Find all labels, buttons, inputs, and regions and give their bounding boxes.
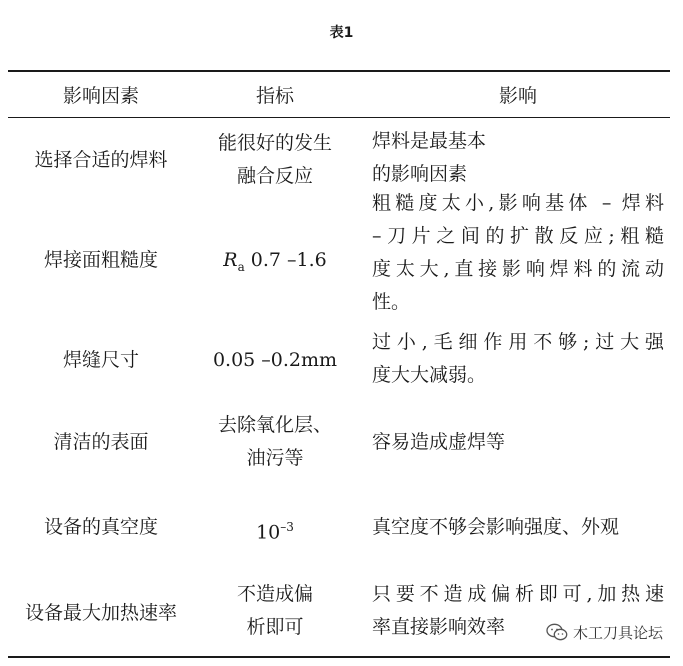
indicator-cell: $R_a$ 0.7 –1.6 [223,249,327,274]
table-bottom-rule [8,656,670,658]
factor-cell: 设备最大加热速率 [24,602,177,624]
factor-cell: 焊缝尺寸 [62,349,139,371]
impact-cell: 只要不造成偏析即可,加热速 率直接影响效率 [372,583,664,638]
indicator-cell: 去除氧化层、 油污等 [217,414,332,469]
indicator-cell: $10^{-3}$ [256,520,294,544]
table-top-rule [8,70,670,72]
indicator-cell: 能很好的发生 融合反应 [217,132,332,187]
table-caption: 表1 [329,25,354,41]
impact-cell: 过小,毛细作用不够;过大强 度大大减弱。 [372,331,664,386]
impact-cell: 真空度不够会影响强度、外观 [372,516,620,538]
header-indicator: 指标 [255,85,294,107]
impact-cell: 容易造成虚焊等 [372,431,506,453]
header-factor: 影响因素 [62,85,139,107]
wechat-icon [546,623,568,641]
watermark-text: 木工刀具论坛 [572,623,663,642]
factor-cell: 设备的真空度 [43,516,158,538]
watermark [546,620,663,644]
impact-cell: 粗糙度太小,影响基体 – 焊料 –刀片之间的扩散反应;粗糙 度太大,直接影响焊料的流动 性。 [372,192,664,313]
factor-cell: 焊接面粗糙度 [43,249,158,271]
indicator-cell: 0.05 –0.2mm [212,349,338,371]
factor-cell: 选择合适的焊料 [34,149,168,171]
indicator-cell: 不造成偏 析即可 [236,583,313,638]
impact-cell: 焊料是最基本 的影响因素 [372,130,487,185]
table-header-rule [8,117,670,118]
header-impact: 影响 [498,85,537,107]
factor-cell: 清洁的表面 [53,431,149,453]
